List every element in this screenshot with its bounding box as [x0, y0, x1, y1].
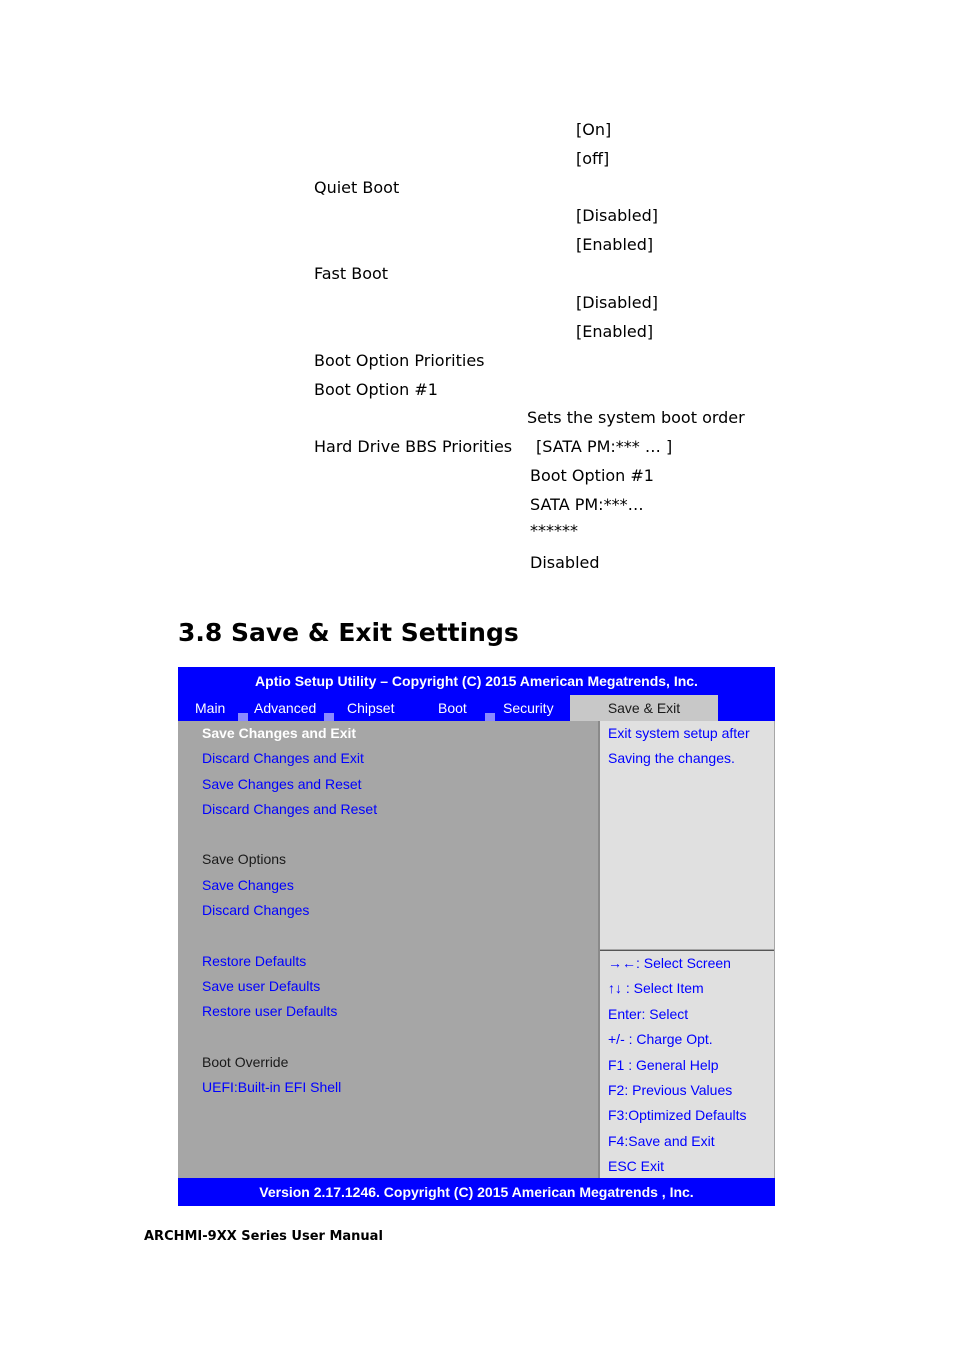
- fast-boot-label: Fast Boot: [314, 264, 389, 283]
- key-save-exit: F4:Save and Exit: [608, 1133, 715, 1149]
- tab-advanced[interactable]: Advanced: [254, 700, 317, 716]
- tab-separator: [238, 713, 248, 721]
- quiet-boot-label: Quiet Boot: [314, 178, 400, 197]
- tab-chipset[interactable]: Chipset: [347, 700, 395, 716]
- fast-boot-enabled: [Enabled]: [576, 322, 654, 341]
- key-change-opt: +/- : Charge Opt.: [608, 1031, 713, 1047]
- save-options-label: Save Options: [202, 851, 287, 867]
- bios-tab-bar: [178, 695, 775, 721]
- key-select-item: ↑↓ : Select Item: [608, 980, 704, 996]
- hdd-bbs-label: Hard Drive BBS Priorities: [314, 437, 513, 456]
- quiet-boot-enabled: [Enabled]: [576, 235, 654, 254]
- key-enter-select: Enter: Select: [608, 1006, 689, 1022]
- fast-boot-disabled: [Disabled]: [576, 293, 658, 312]
- key-esc-exit: ESC Exit: [608, 1158, 665, 1174]
- tab-security[interactable]: Security: [503, 700, 554, 716]
- menu-uefi-shell[interactable]: UEFI:Built-in EFI Shell: [202, 1079, 342, 1095]
- help-panel: [600, 721, 774, 949]
- tab-separator: [324, 713, 334, 721]
- boot-order-description: Sets the system boot order: [527, 408, 745, 427]
- key-legend-panel: [600, 950, 774, 1179]
- tab-boot[interactable]: Boot: [438, 700, 467, 716]
- tab-save-exit[interactable]: Save & Exit: [570, 695, 718, 721]
- menu-save-user-defaults[interactable]: Save user Defaults: [202, 978, 321, 994]
- menu-discard-changes[interactable]: Discard Changes: [202, 902, 310, 918]
- sub-disabled: Disabled: [530, 553, 600, 572]
- opt-on: [On]: [576, 120, 612, 139]
- bios-version-bar: Version 2.17.1246. Copyright (C) 2015 American Megatrends , Inc.: [178, 1178, 775, 1206]
- key-general-help: F1 : General Help: [608, 1057, 719, 1073]
- quiet-boot-disabled: [Disabled]: [576, 206, 658, 225]
- menu-save-changes-reset[interactable]: Save Changes and Reset: [202, 776, 362, 792]
- help-line: Exit system setup after: [608, 725, 750, 741]
- page-footer: ARCHMI-9XX Series User Manual: [144, 1229, 383, 1244]
- menu-save-changes-exit[interactable]: Save Changes and Exit: [202, 725, 357, 741]
- key-previous-values: F2: Previous Values: [608, 1082, 733, 1098]
- opt-off: [off]: [576, 149, 610, 168]
- bios-title-bar: Aptio Setup Utility – Copyright (C) 2015 American Megatrends, Inc.: [178, 667, 775, 695]
- boot-option-priorities-label: Boot Option Priorities: [314, 351, 485, 370]
- key-optimized-defaults: F3:Optimized Defaults: [608, 1107, 747, 1123]
- help-line: Saving the changes.: [608, 750, 735, 766]
- tab-separator: [485, 713, 495, 721]
- bios-screen: [178, 667, 775, 1206]
- tab-main[interactable]: Main: [195, 700, 226, 716]
- hdd-bbs-value: [SATA PM:*** … ]: [536, 437, 673, 456]
- boot-override-label: Boot Override: [202, 1054, 289, 1070]
- menu-discard-changes-reset[interactable]: Discard Changes and Reset: [202, 801, 378, 817]
- bios-menu-panel: [178, 721, 598, 1178]
- key-select-screen: →←: Select Screen: [608, 955, 731, 971]
- boot-option-1-label: Boot Option #1: [314, 380, 438, 399]
- section-heading: 3.8 Save & Exit Settings: [178, 618, 519, 647]
- menu-discard-changes-exit[interactable]: Discard Changes and Exit: [202, 750, 364, 766]
- menu-restore-defaults[interactable]: Restore Defaults: [202, 953, 307, 969]
- sub-boot-option-1: Boot Option #1: [530, 466, 654, 485]
- menu-restore-user-defaults[interactable]: Restore user Defaults: [202, 1003, 338, 1019]
- menu-save-changes[interactable]: Save Changes: [202, 877, 294, 893]
- sub-sata: SATA PM:***…: [530, 495, 644, 514]
- sub-stars: ******: [530, 521, 578, 540]
